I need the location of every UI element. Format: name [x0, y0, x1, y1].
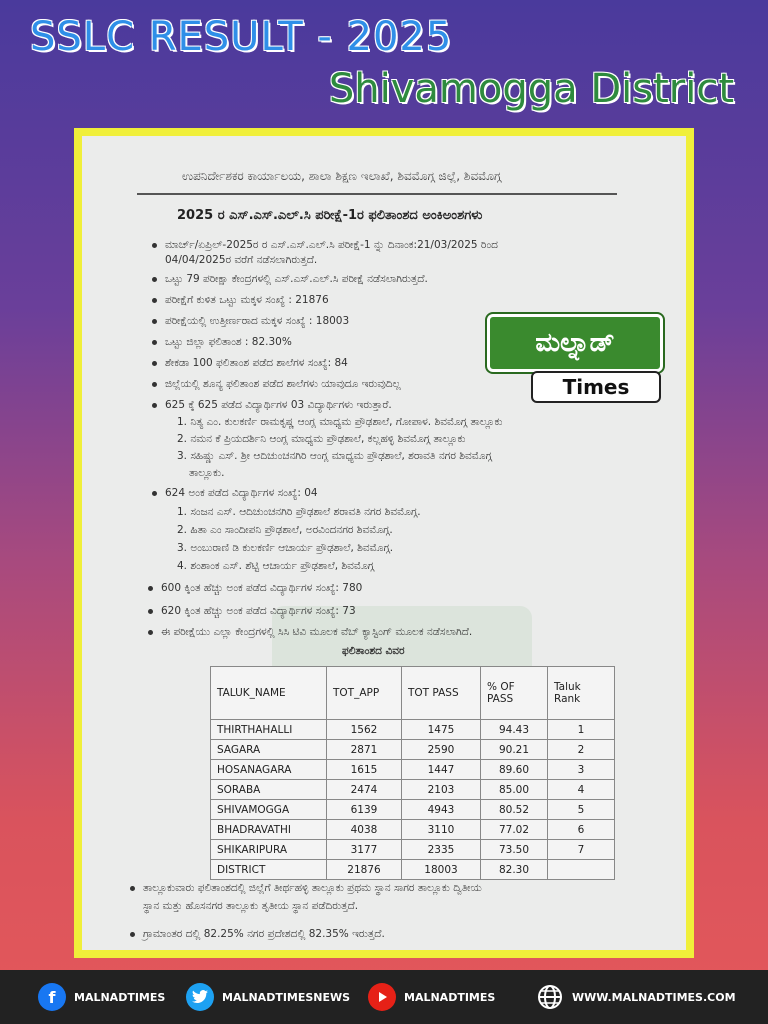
list-item: ಸ್ಥಾನ ಮತ್ತು ಹೊಸನಗರ ತಾಲ್ಲೂಕು ತೃತೀಯ ಸ್ಥಾನ ಪಡೆದಿರುತ್ತದೆ. — [143, 900, 359, 912]
topper-625-item: 1. ನಿತ್ಯ ಎಂ. ಕುಲಕರ್ಣಿ ರಾಮಕೃಷ್ಣ ಆಂಗ್ಲ ಮಾಧ್ಯಮ ಪ್ರೌಢಶಾಲೆ, ಗೋಪಾಳ. ಶಿವಮೊಗ್ಗ ತಾಲ್ಲೂಕು — [177, 416, 503, 428]
table-row — [211, 720, 615, 740]
table-cell: 2103 — [402, 780, 481, 800]
list-item: ಶೇಕಡಾ 100 ಫಲಿತಾಂಶ ಪಡೆದ ಶಾಲೆಗಳ ಸಂಖ್ಯೆ: 84 — [152, 357, 348, 370]
table-row — [211, 740, 615, 760]
list-item: ಪರೀಕ್ಷೆಗೆ ಕುಳಿತ ಒಟ್ಟು ಮಕ್ಕಳ ಸಂಖ್ಯೆ : 21876 — [152, 294, 329, 307]
document-heading: 2025 ರ ಎಸ್.ಎಸ್.ಎಲ್.ಸಿ ಪರೀಕ್ಷೆ-1ರ ಫಲಿತಾಂಶದ ಅಂಕಿಅಂಶಗಳು — [177, 208, 483, 223]
results-table — [210, 666, 615, 880]
twitter-link[interactable] — [186, 982, 350, 1012]
table-cell: 4943 — [402, 800, 481, 820]
twitter-icon — [186, 983, 214, 1011]
page-title: SSLC RESULT - 2025 — [30, 14, 453, 60]
table-row — [211, 820, 615, 840]
table-body — [211, 720, 615, 880]
table-cell: 2 — [548, 740, 615, 760]
table-cell: 73.50 — [481, 840, 548, 860]
table-cell: 80.52 — [481, 800, 548, 820]
column-header: % OF PASS — [481, 667, 548, 720]
table-cell: 3177 — [327, 840, 402, 860]
table-cell: DISTRICT — [211, 860, 327, 880]
list-item: ಗ್ರಾಮಾಂತರ ದಲ್ಲಿ 82.25% ನಗರ ಪ್ರದೇಶದಲ್ಲಿ 82.35% ಇರುತ್ತದೆ. — [130, 928, 385, 941]
list-item: ಒಟ್ಟು 79 ಪರೀಕ್ಷಾ ಕೇಂದ್ರಗಳಲ್ಲಿ ಎಸ್.ಎಸ್.ಎಲ್.ಸಿ ಪರೀಕ್ಷೆ ನಡೆಸಲಾಗಿರುತ್ತದೆ. — [152, 273, 428, 286]
table-cell: SAGARA — [211, 740, 327, 760]
table-row — [211, 860, 615, 880]
table-cell: SHIKARIPURA — [211, 840, 327, 860]
logo-kannada-text: ಮಲ್ನಾಡ್ — [487, 314, 663, 372]
table-cell: 2871 — [327, 740, 402, 760]
table-row — [211, 780, 615, 800]
topper-624-item: 3. ಅಂಬುರಾಣಿ ಡಿ ಕುಲಕರ್ಣಿ ಆಚಾರ್ಯ ಪ್ರೌಢಶಾಲೆ, ಶಿವಮೊಗ್ಗ. — [177, 542, 394, 554]
table-cell: 2590 — [402, 740, 481, 760]
logo-times-text: Times — [531, 371, 661, 403]
table-cell: 1475 — [402, 720, 481, 740]
table-row — [211, 840, 615, 860]
facebook-link[interactable] — [38, 982, 165, 1012]
table-row — [211, 760, 615, 780]
table-cell: 4038 — [327, 820, 402, 840]
table-cell: SHIVAMOGGA — [211, 800, 327, 820]
youtube-link[interactable] — [368, 982, 495, 1012]
column-header: TOT PASS — [402, 667, 481, 720]
topper-624-item: 1. ಸಂಜನ ಎಸ್. ಆದಿಚುಂಚನಗಿರಿ ಪ್ರೌಢಶಾಲೆ ಶರಾವತಿ ನಗರ ಶಿವಮೊಗ್ಗ. — [177, 506, 421, 518]
youtube-handle: MALNADTIMES — [404, 990, 496, 1004]
list-item: ತಾಲ್ಲೂಕುವಾರು ಫಲಿತಾಂಶದಲ್ಲಿ ಜಿಲ್ಲೆಗೆ ತೀರ್ಥಹಳ್ಳಿ ತಾಲ್ಲೂಕು ಪ್ರಥಮ ಸ್ಥಾನ ಸಾಗರ ತಾಲ್ಲೂಕು ದ್ವಿತೀಯ — [130, 882, 482, 895]
list-item: ಮಾರ್ಚ್/ಏಪ್ರಿಲ್-2025ರ ರ ಎಸ್.ಎಸ್.ಎಲ್.ಸಿ ಪರೀಕ್ಷೆ-1 ನ್ನು ದಿನಾಂಕ:21/03/2025 ರಿಂದ — [152, 239, 498, 252]
list-item: ಪರೀಕ್ಷೆಯಲ್ಲಿ ಉತ್ತೀರ್ಣರಾದ ಮಕ್ಕಳ ಸಂಖ್ಯೆ : 18003 — [152, 315, 349, 328]
table-cell: BHADRAVATHI — [211, 820, 327, 840]
topper-624-item: 4. ಶಂಶಾಂಕ ಎಸ್. ಶೆಟ್ಟಿ ಆಚಾರ್ಯ ಪ್ರೌಢಶಾಲೆ, ಶಿವಮೊಗ್ಗ — [177, 560, 375, 572]
table-cell: 90.21 — [481, 740, 548, 760]
table-cell: 1447 — [402, 760, 481, 780]
website-url: WWW.MALNADTIMES.COM — [572, 990, 736, 1004]
office-header: ಉಪನಿರ್ದೇಶಕರ ಕಾರ್ಯಾಲಯ, ಶಾಲಾ ಶಿಕ್ಷಣ ಇಲಾಖೆ, ಶಿವಮೊಗ್ಗ ಜಿಲ್ಲೆ, ಶಿವಮೊಗ್ಗ — [182, 169, 502, 183]
topper-624-item: 2. ಹಿತಾ ಎಂ ಸಾಂದೀಪನಿ ಪ್ರೌಢಶಾಲೆ, ಅರವಿಂದನಗರ ಶಿವಮೊಗ್ಗ. — [177, 524, 393, 536]
column-header: Taluk Rank — [548, 667, 615, 720]
list-item: ಒಟ್ಟು ಜಿಲ್ಲಾ ಫಲಿತಾಂಶ : 82.30% — [152, 336, 292, 349]
table-row — [211, 800, 615, 820]
table-cell: 1562 — [327, 720, 402, 740]
document-paper — [82, 136, 686, 950]
table-cell — [548, 860, 615, 880]
column-header: TALUK_NAME — [211, 667, 327, 720]
table-cell: 2474 — [327, 780, 402, 800]
table-cell: THIRTHAHALLI — [211, 720, 327, 740]
table-cell: 6 — [548, 820, 615, 840]
table-header-row — [211, 667, 615, 720]
table-title: ಫಲಿತಾಂಶದ ವಿವರ — [342, 645, 405, 657]
table-cell: 3 — [548, 760, 615, 780]
table-cell: 82.30 — [481, 860, 548, 880]
table-cell: 1615 — [327, 760, 402, 780]
malnad-times-logo — [487, 314, 659, 404]
header-divider — [137, 193, 617, 195]
table-cell: 1 — [548, 720, 615, 740]
table-cell: 18003 — [402, 860, 481, 880]
topper-625-item: ತಾಲ್ಲೂಕು. — [189, 467, 225, 479]
table-cell: 4 — [548, 780, 615, 800]
list-item: 624 ಅಂಕ ಪಡೆದ ವಿದ್ಯಾರ್ಥಿಗಳ ಸಂಖ್ಯೆ: 04 — [152, 487, 318, 500]
table-cell: HOSANAGARA — [211, 760, 327, 780]
column-header: TOT_APP — [327, 667, 402, 720]
table-cell: 5 — [548, 800, 615, 820]
table-cell: 77.02 — [481, 820, 548, 840]
facebook-icon: f — [38, 983, 66, 1011]
table-cell: 6139 — [327, 800, 402, 820]
list-item: ಈ ಪರೀಕ್ಷೆಯು ಎಲ್ಲಾ ಕೇಂದ್ರಗಳಲ್ಲಿ ಸಿಸಿ ಟಿವಿ ಮೂಲಕ ವೆಬ್ ಕ್ಯಾಸ್ಟಿಂಗ್ ಮೂಲಕ ನಡೆಸಲಾಗಿದೆ. — [148, 626, 472, 639]
list-item: 600 ಕ್ಕಿಂತ ಹೆಚ್ಚು ಅಂಕ ಪಡೆದ ವಿದ್ಯಾರ್ಥಿಗಳ ಸಂಖ್ಯೆ: 780 — [148, 582, 362, 595]
social-footer — [0, 970, 768, 1024]
table-cell: 3110 — [402, 820, 481, 840]
list-item: 04/04/2025ರ ವರೆಗೆ ನಡೆಸಲಾಗಿರುತ್ತದೆ. — [165, 254, 318, 266]
list-item: ಜಿಲ್ಲೆಯಲ್ಲಿ ಶೂನ್ಯ ಫಲಿತಾಂಶ ಪಡೆದ ಶಾಲೆಗಳು ಯಾವುದೂ ಇರುವುದಿಲ್ಲ — [152, 378, 401, 391]
table-cell: 21876 — [327, 860, 402, 880]
document-frame — [74, 128, 694, 958]
table-cell: 94.43 — [481, 720, 548, 740]
list-item: 620 ಕ್ಕಿಂತ ಹೆಚ್ಚು ಅಂಕ ಪಡೆದ ವಿದ್ಯಾರ್ಥಿಗಳ ಸಂಖ್ಯೆ: 73 — [148, 605, 356, 618]
topper-625-item: 2. ನಮನ ಕೆ ಪ್ರಿಯದರ್ಶಿನಿ ಆಂಗ್ಲ ಮಾಧ್ಯಮ ಪ್ರೌಢಶಾಲೆ, ಕಲ್ಲಹಳ್ಳಿ ಶಿವಮೊಗ್ಗ ತಾಲ್ಲೂಕು — [177, 433, 466, 445]
table-cell: 7 — [548, 840, 615, 860]
globe-icon — [536, 983, 564, 1011]
facebook-handle: MALNADTIMES — [74, 990, 166, 1004]
table-cell: 85.00 — [481, 780, 548, 800]
twitter-handle: MALNADTIMESNEWS — [222, 990, 351, 1004]
website-link[interactable] — [536, 982, 736, 1012]
page-subtitle: Shivamogga District — [328, 66, 734, 112]
table-cell: 2335 — [402, 840, 481, 860]
table-cell: SORABA — [211, 780, 327, 800]
table-cell: 89.60 — [481, 760, 548, 780]
list-item: 625 ಕ್ಕೆ 625 ಪಡೆದ ವಿದ್ಯಾರ್ಥಿಗಳ 03 ವಿದ್ಯಾರ್ಥಿಗಳು ಇರುತ್ತಾರೆ. — [152, 399, 392, 412]
youtube-icon — [368, 983, 396, 1011]
topper-625-item: 3. ಸಹಿಷ್ಣು ಎಸ್. ಶ್ರೀ ಆದಿಚುಂಚನಗಿರಿ ಆಂಗ್ಲ ಮಾಧ್ಯಮ ಪ್ರೌಢಶಾಲೆ, ಶರಾವತಿ ನಗರ ಶಿವಮೊಗ್ಗ — [177, 450, 492, 462]
